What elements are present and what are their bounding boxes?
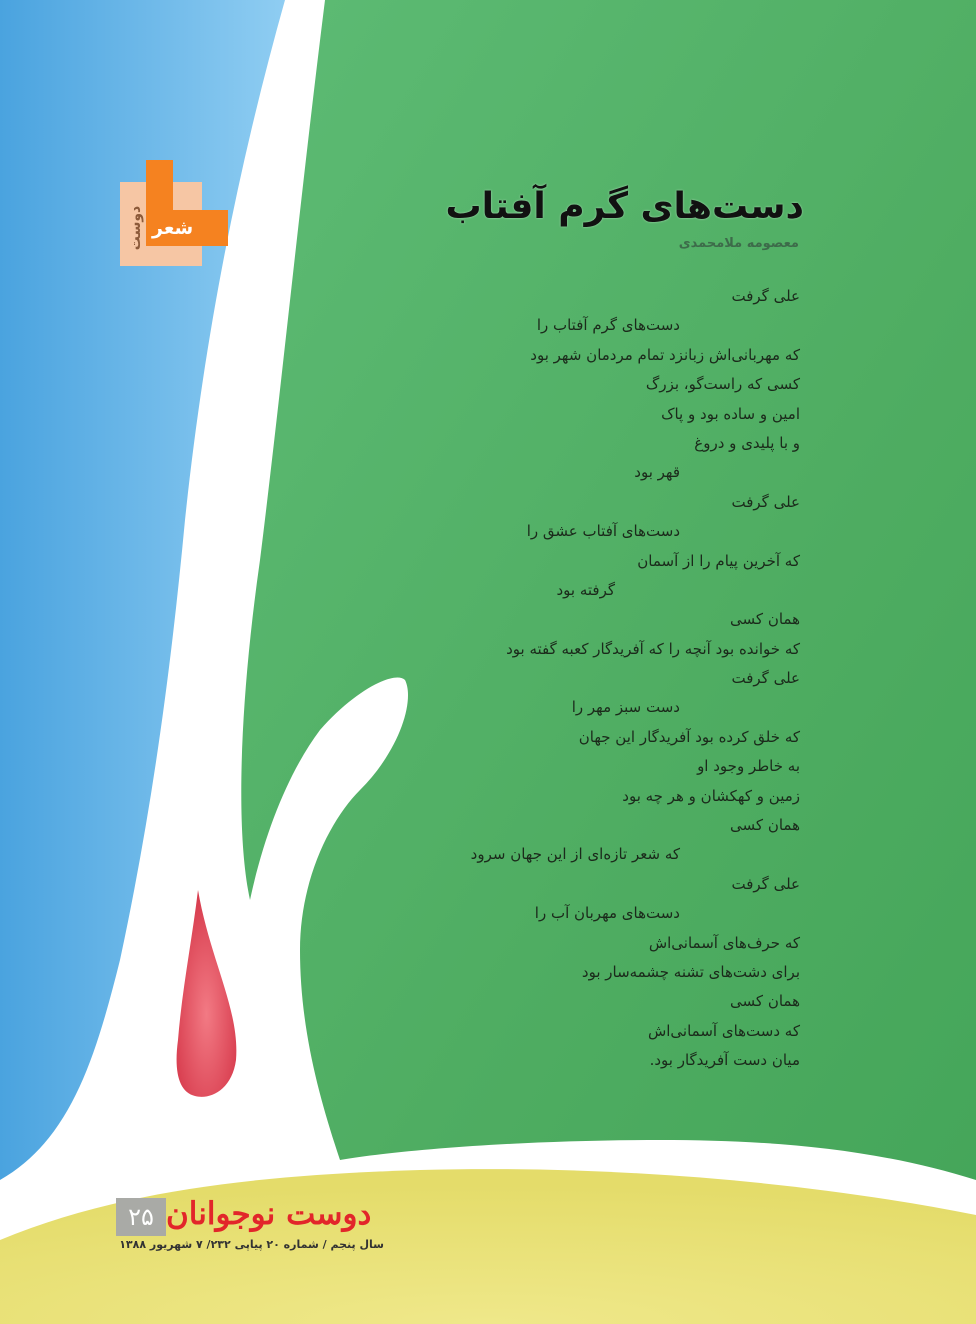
poem-line: دست‌های گرم آفتاب را <box>536 316 680 335</box>
poem-line: دست‌های آفتاب عشق را <box>526 522 680 541</box>
poem-line: به خاطر وجود او <box>697 757 800 776</box>
poem-line: علی گرفت <box>731 492 800 511</box>
page-number: ۲۵ <box>116 1198 166 1236</box>
poem-body <box>420 287 800 1081</box>
magazine-footer <box>116 1198 386 1258</box>
poem-line: همان کسی <box>730 816 800 835</box>
poem-line: که دست‌های آسمانی‌اش <box>647 1021 800 1040</box>
poem-line: که آخرین پیام را از آسمان <box>637 551 800 570</box>
poem-line: که خوانده بود آنچه را که آفریدگار کعبه گفته بود <box>506 639 800 658</box>
poem-line: که شعر تازه‌ای از این جهان سرود <box>470 845 680 864</box>
poem-line: همان کسی <box>730 992 800 1011</box>
badge-series-label: دوست <box>128 205 145 251</box>
poem-line: میان دست آفریدگار بود. <box>649 1051 800 1070</box>
poem-title: دست‌های گرم آفتاب <box>445 186 804 227</box>
magazine-logo: دوست نوجوانان <box>166 1196 372 1232</box>
poem-line: دست‌های مهربان آب را <box>534 904 680 923</box>
poem-line: که مهربانی‌اش زبانزد تمام مردمان شهر بود <box>530 345 800 364</box>
poem-line: که حرف‌های آسمانی‌اش <box>648 933 800 952</box>
poem-line: برای دشت‌های تشنه چشمه‌سار بود <box>581 962 800 981</box>
issue-info: سال پنجم / شماره ۲۰ پیاپی ۲۳۲/ ۷ شهریور ۱۳۸۸ <box>119 1238 384 1251</box>
section-badge <box>120 160 228 266</box>
badge-section-label: شعر <box>152 217 194 239</box>
poem-line: همان کسی <box>730 610 800 629</box>
poem-author: معصومه ملامحمدی <box>678 236 799 251</box>
poem-line: و با پلیدی و دروغ <box>694 433 800 452</box>
poem-line: کسی که راست‌گو، بزرگ <box>645 375 800 394</box>
poem-line: دست سبز مهر را <box>571 698 680 717</box>
poem-line: که خلق کرده بود آفریدگار این جهان <box>578 727 800 746</box>
poem-line: علی گرفت <box>731 669 800 688</box>
poem-line: قهر بود <box>634 463 680 482</box>
poem-line: علی گرفت <box>731 287 800 305</box>
poem-line: امین و ساده بود و پاک <box>661 404 800 423</box>
poem-line: گرفته بود <box>556 580 615 599</box>
poem-line: علی گرفت <box>731 874 800 893</box>
poem-line: زمین و کهکشان و هر چه بود <box>622 786 800 805</box>
